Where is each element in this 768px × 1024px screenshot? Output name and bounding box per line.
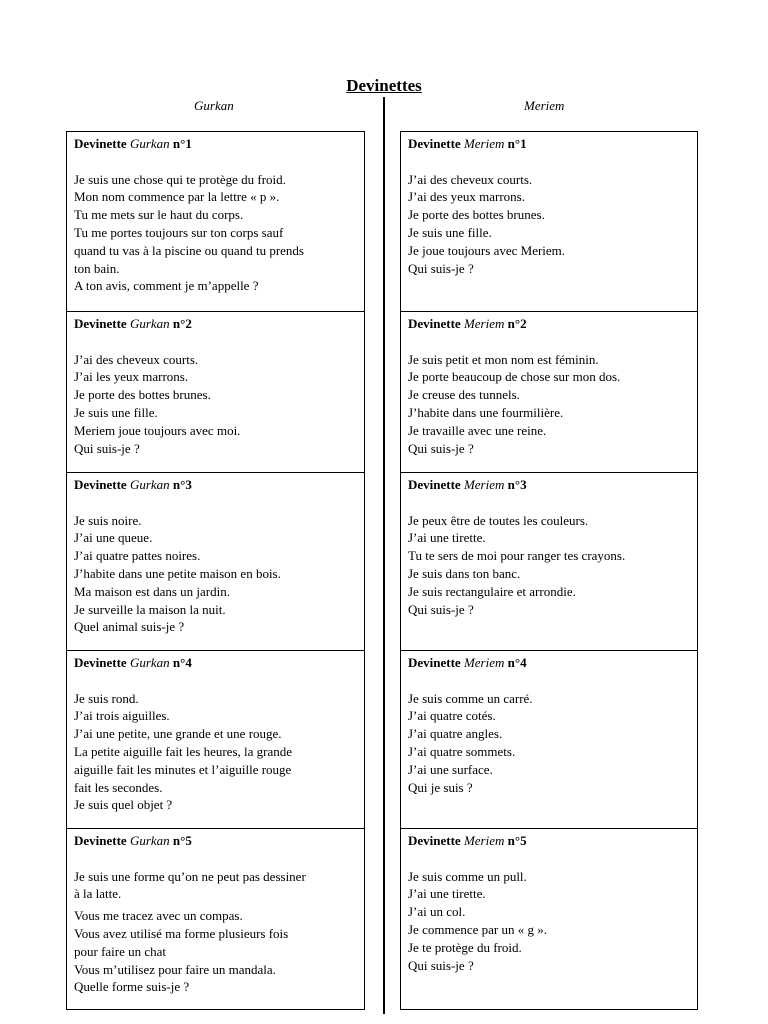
- riddle-heading: [74, 832, 357, 850]
- riddle-line: Je te protège du froid.: [408, 939, 522, 955]
- riddle-line: J’habite dans une petite maison en bois.: [74, 565, 281, 581]
- heading-prefix: Devinette: [408, 833, 461, 848]
- riddle-line: J’ai quatre cotés.: [408, 708, 496, 724]
- riddle-box: [401, 132, 697, 312]
- riddle-box: [67, 829, 364, 1009]
- riddle-line: Quel animal suis-je ?: [74, 619, 185, 635]
- riddle-box: [401, 473, 697, 651]
- riddle-line: Vous avez utilisé ma forme plusieurs fois: [74, 925, 289, 941]
- riddle-box: [401, 312, 697, 473]
- riddle-line: Qui je suis ?: [408, 779, 473, 795]
- riddle-number: n°1: [507, 136, 527, 151]
- riddle-box: [67, 651, 364, 829]
- riddle-line: J’ai des cheveux courts.: [408, 171, 533, 187]
- riddle-heading: [408, 315, 690, 333]
- author-meriem: Meriem: [524, 98, 565, 113]
- riddle-box: [67, 312, 364, 473]
- riddle-author: Meriem: [463, 833, 505, 848]
- riddle-line: Je joue toujours avec Meriem.: [408, 242, 566, 258]
- riddle-author: Meriem: [463, 477, 505, 492]
- riddle-line: Je suis quel objet ?: [74, 797, 173, 813]
- riddle-line: Je suis dans ton banc.: [408, 565, 521, 581]
- riddle-line: J’ai quatre pattes noires.: [74, 548, 201, 564]
- riddle-line: J’ai quatre angles.: [408, 726, 503, 742]
- heading-prefix: Devinette: [74, 477, 127, 492]
- heading-prefix: Devinette: [408, 316, 461, 331]
- heading-prefix: Devinette: [408, 136, 461, 151]
- page-title: Devinettes: [346, 76, 422, 95]
- riddle-author: Gurkan: [129, 833, 170, 848]
- riddle-line: Je suis noire.: [74, 512, 142, 528]
- riddle-box: [401, 829, 697, 1009]
- riddle-heading: [408, 135, 690, 153]
- riddle-number: n°3: [172, 477, 192, 492]
- author-gurkan: Gurkan: [194, 98, 234, 113]
- riddle-number: n°5: [507, 833, 527, 848]
- riddle-line: J’ai une petite, une grande et une rouge.: [74, 726, 282, 742]
- riddle-line: Je suis rectangulaire et arrondie.: [408, 583, 576, 599]
- riddle-line: aiguille fait les minutes et l’aiguille rouge: [74, 761, 292, 777]
- riddle-box: [401, 651, 697, 829]
- riddle-line: J’ai une tirette.: [408, 886, 486, 902]
- riddle-line: Vous m’utilisez pour faire un mandala.: [74, 961, 276, 977]
- riddle-heading: [408, 476, 690, 494]
- riddle-line: Je suis comme un pull.: [408, 868, 527, 884]
- riddle-line: J’ai des cheveux courts.: [74, 351, 199, 367]
- riddle-number: n°3: [507, 477, 527, 492]
- riddle-line: Tu me mets sur le haut du corps.: [74, 207, 244, 223]
- riddle-line: J’ai une queue.: [74, 530, 153, 546]
- riddle-line: J’ai des yeux marrons.: [408, 189, 525, 205]
- riddle-line: Je porte des bottes brunes.: [408, 207, 545, 223]
- heading-prefix: Devinette: [74, 833, 127, 848]
- riddle-author: Meriem: [463, 136, 505, 151]
- riddle-line: A ton avis, comment je m’appelle ?: [74, 278, 259, 294]
- riddle-number: n°2: [507, 316, 527, 331]
- riddle-line: Qui suis-je ?: [408, 601, 474, 617]
- riddle-line: Je suis une fille.: [408, 224, 492, 240]
- riddle-line: Je peux être de toutes les couleurs.: [408, 512, 589, 528]
- riddle-heading: [74, 654, 357, 672]
- riddle-line: J’habite dans une fourmilière.: [408, 404, 564, 420]
- riddle-line: J’ai une surface.: [408, 761, 493, 777]
- meriem-riddles-column: [400, 131, 698, 1010]
- heading-prefix: Devinette: [74, 316, 127, 331]
- riddle-heading: [408, 654, 690, 672]
- riddle-box: [67, 132, 364, 312]
- riddle-line: Tu te sers de moi pour ranger tes crayons.: [408, 548, 626, 564]
- riddle-line: Ma maison est dans un jardin.: [74, 583, 230, 599]
- riddle-box: [67, 473, 364, 651]
- riddle-line: J’ai quatre sommets.: [408, 743, 516, 759]
- riddle-number: n°2: [172, 316, 192, 331]
- riddle-line: Je suis rond.: [74, 690, 139, 706]
- riddle-line: Je suis une fille.: [74, 404, 158, 420]
- riddle-line: Je porte des bottes brunes.: [74, 387, 211, 403]
- riddle-author: Gurkan: [129, 477, 170, 492]
- riddle-line: Qui suis-je ?: [408, 440, 474, 456]
- riddle-line: La petite aiguille fait les heures, la grande: [74, 743, 293, 759]
- riddle-author: Gurkan: [129, 316, 170, 331]
- riddle-number: n°4: [507, 655, 527, 670]
- riddle-line: Tu me portes toujours sur ton corps sauf: [74, 224, 284, 240]
- riddle-heading: [74, 476, 357, 494]
- riddle-line: Je suis une forme qu’on ne peut pas dessiner: [74, 868, 306, 884]
- riddle-line: quand tu vas à la piscine ou quand tu prends: [74, 242, 304, 258]
- heading-prefix: Devinette: [408, 655, 461, 670]
- heading-prefix: Devinette: [74, 655, 127, 670]
- riddle-heading: [408, 832, 690, 850]
- riddle-number: n°1: [172, 136, 192, 151]
- riddle-line: J’ai trois aiguilles.: [74, 708, 170, 724]
- center-divider: [383, 97, 385, 1014]
- riddle-author: Gurkan: [129, 136, 170, 151]
- riddle-line: Je creuse des tunnels.: [408, 387, 520, 403]
- heading-prefix: Devinette: [74, 136, 127, 151]
- riddle-line: fait les secondes.: [74, 779, 163, 795]
- riddle-number: n°5: [172, 833, 192, 848]
- riddle-line: Je suis petit et mon nom est féminin.: [408, 351, 599, 367]
- riddle-line: Je suis une chose qui te protège du froid.: [74, 171, 286, 187]
- riddle-line: ton bain.: [74, 260, 120, 276]
- riddle-author: Meriem: [463, 655, 505, 670]
- riddle-line: Qui suis-je ?: [408, 260, 474, 276]
- riddle-line: Mon nom commence par la lettre « p ».: [74, 189, 280, 205]
- riddle-number: n°4: [172, 655, 192, 670]
- riddle-line: Je commence par un « g ».: [408, 921, 547, 937]
- riddle-heading: [74, 135, 357, 153]
- riddle-line: pour faire un chat: [74, 943, 167, 959]
- riddle-line: J’ai un col.: [408, 904, 466, 920]
- riddle-line: J’ai les yeux marrons.: [74, 369, 189, 385]
- gurkan-riddles-column: [66, 131, 365, 1010]
- riddle-line: Quelle forme suis-je ?: [74, 979, 190, 995]
- riddle-line: Je porte beaucoup de chose sur mon dos.: [408, 369, 621, 385]
- riddle-line: Je travaille avec une reine.: [408, 422, 547, 438]
- riddle-author: Gurkan: [129, 655, 170, 670]
- riddle-heading: [74, 315, 357, 333]
- riddle-line: Je surveille la maison la nuit.: [74, 601, 226, 617]
- riddle-line: Vous me tracez avec un compas.: [74, 908, 243, 924]
- heading-prefix: Devinette: [408, 477, 461, 492]
- riddle-line: Qui suis-je ?: [74, 440, 140, 456]
- riddle-line: Qui suis-je ?: [408, 957, 474, 973]
- riddle-line: à la latte.: [74, 886, 122, 902]
- riddle-author: Meriem: [463, 316, 505, 331]
- riddle-line: J’ai une tirette.: [408, 530, 486, 546]
- riddle-line: Meriem joue toujours avec moi.: [74, 422, 241, 438]
- riddle-line: Je suis comme un carré.: [408, 690, 533, 706]
